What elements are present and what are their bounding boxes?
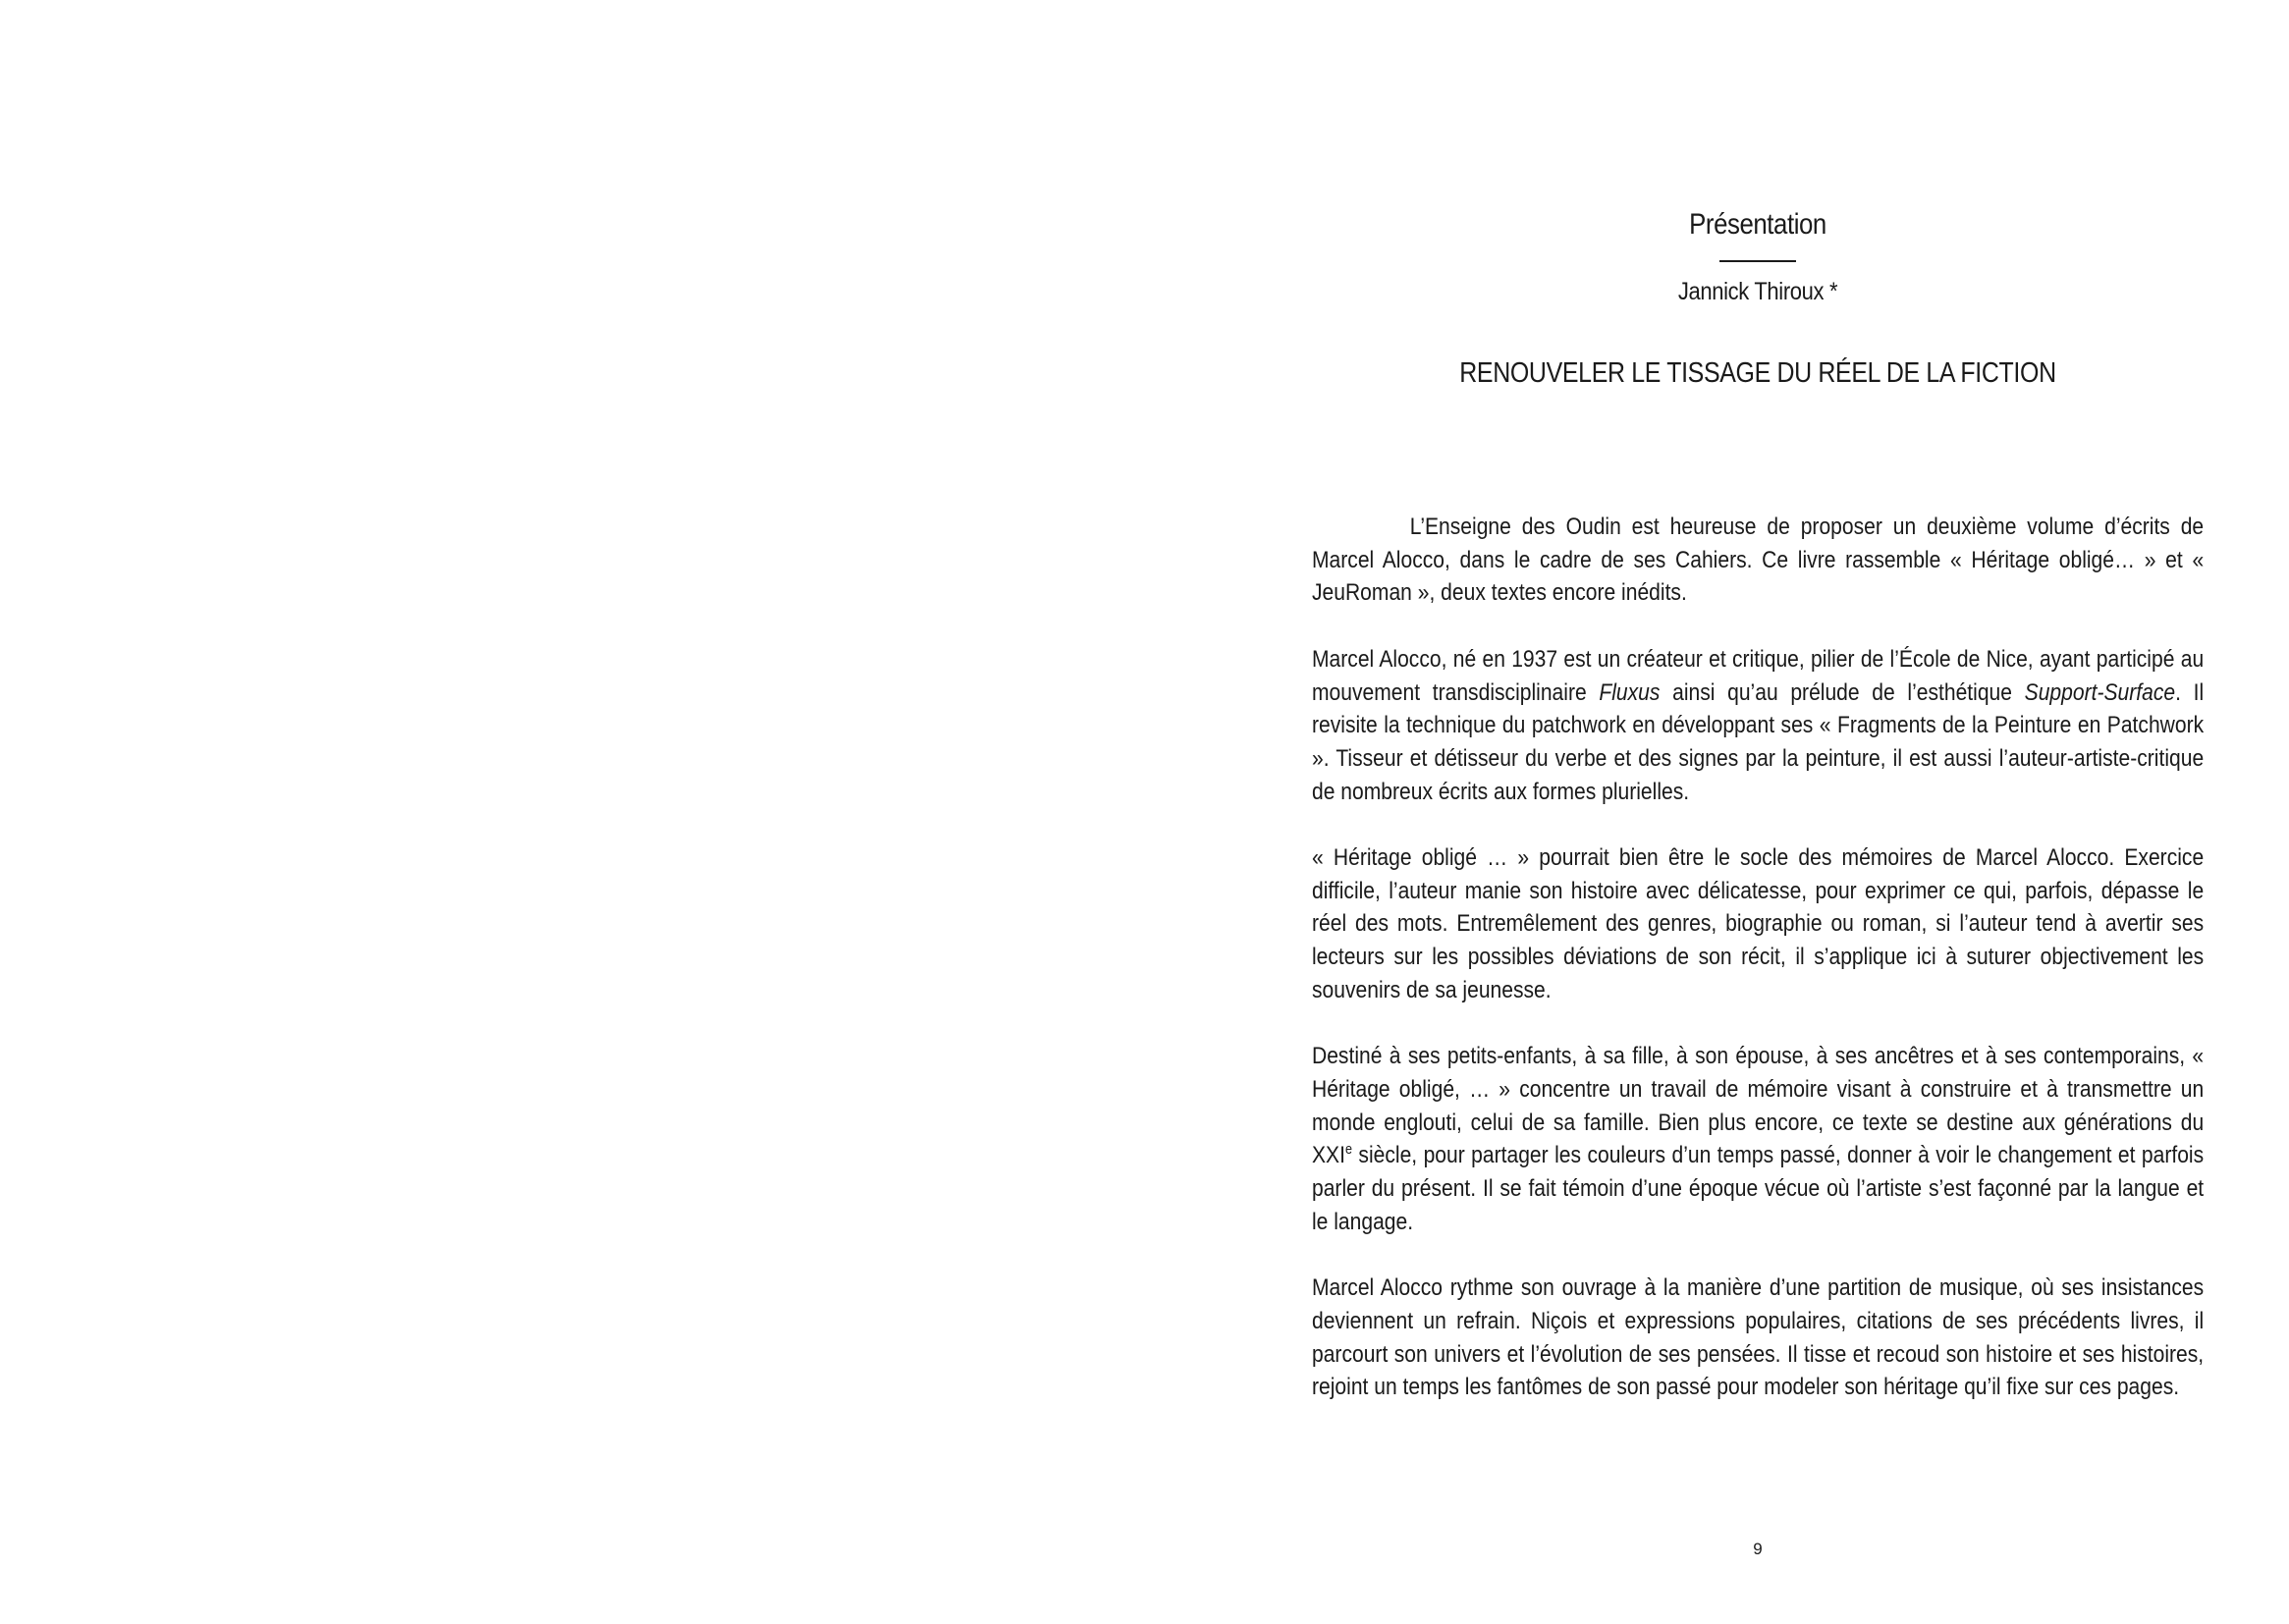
title-rule-divider [1719,260,1796,262]
century-superscript: e [1344,1142,1352,1159]
paragraph-3: « Héritage obligé … » pourrait bien être le socle des mémoires de Marcel Alocco. Exercice difficile, l’auteur manie son histoire avec délicatesse, pour exprimer ce qui, parfois, dépasse le réel des mots. Entremêlement des genres, biographie ou roman, si l’auteur tend à avertir ses lecteurs sur les possibles déviations de son récit, il s’applique ici à suturer objectivement les souvenirs de sa jeunesse. [1312,844,2205,1003]
paragraph-4 [1312,1040,2204,1238]
chapter-headline: RENOUVELER LE TISSAGE DU RÉEL DE LA FICTION [1459,357,2056,389]
paragraph-2-part-b: ainsi qu’au prélude de l’esthétique [1660,678,2025,706]
paragraph-5: Marcel Alocco rythme son ouvrage à la manière d’une partition de musique, où ses insistances deviennent un refrain. Niçois et expressions populaires, citations de ses précédents livres, il parcourt son univers et l’évolution de ses pensées. Il tisse et recoud son histoire et ses histoires, rejoint un temps les fantômes de son passé pour modeler son héritage qu’il fixe sur ces pages. [1312,1274,2205,1401]
paragraph-2 [1312,643,2204,809]
left-page-blank [0,0,1144,1624]
paragraph-2-part-c: . Il revisite la technique du patchwork en développant ses « Fragments de la Peinture en Patchwork ». Tisseur et détisseur du verbe et des signes par la peinture, il est aussi l’auteur-artiste-critique de nombreux écrits aux formes plurielles. [1312,678,2205,805]
support-surface-term: Support-Surface [2024,678,2176,706]
section-title: Présentation [1689,208,1826,241]
fluxus-term: Fluxus [1599,678,1661,706]
paragraph-4-part-b: siècle, pour partager les couleurs d’un temps passé, donner à voir le changement et parfois parler du présent. Il se fait témoin d’une époque vécue où l’artiste s’est façonné par la langue et le langage. [1312,1142,2205,1235]
body-text [1312,511,2204,1437]
paragraph-4-part-a: Destiné à ses petits-enfants, à sa fille, à son épouse, à ses ancêtres et à ses contemporains, « Héritage obligé, … » concentre un travail de mémoire visant à construire et à transmettre un monde englouti, celui de sa famille. Bien plus encore, ce texte se destine aux générations du XXI [1312,1043,2205,1169]
author-name: Jannick Thiroux * [1677,278,1838,305]
paragraph-2-part-a: Marcel Alocco, né en 1937 est un créateur et critique, pilier de l’École de Nice, ayant participé au mouvement transdisciplinaire [1312,645,2205,706]
page-number: 9 [1753,1540,1763,1558]
paragraph-1: L’Enseigne des Oudin est heureuse de proposer un deuxième volume d’écrits de Marcel Alocco, dans le cadre de ses Cahiers. Ce livre rassemble « Héritage obligé… » et « JeuRoman », deux textes encore inédits. [1312,514,2205,607]
